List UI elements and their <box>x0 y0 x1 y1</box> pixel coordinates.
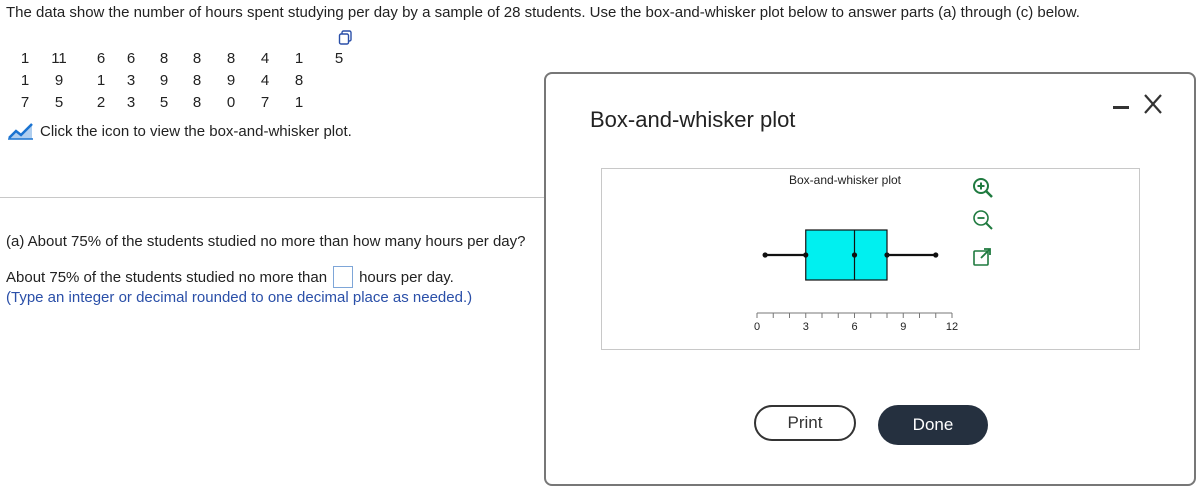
data-cell: 1 <box>20 72 30 89</box>
data-cell: 9 <box>226 72 236 89</box>
data-cell: 5 <box>334 50 344 67</box>
answer-prefix: About 75% of the students studied no more than <box>6 268 328 286</box>
box-plot-chart <box>602 169 1139 349</box>
x-tick-label: 12 <box>945 321 959 333</box>
data-cell: 8 <box>192 94 202 111</box>
data-cell: 1 <box>294 94 304 111</box>
iqr-box <box>806 230 887 280</box>
answer-input[interactable] <box>333 266 353 288</box>
data-cell: 8 <box>294 72 304 89</box>
box-plot-modal <box>544 72 1196 486</box>
print-button[interactable]: Print <box>754 405 856 441</box>
median-point <box>852 252 857 257</box>
x-tick-label: 6 <box>851 321 858 333</box>
answer-suffix: hours per day. <box>359 268 454 286</box>
data-cell: 7 <box>20 94 30 111</box>
data-cell: 9 <box>54 72 64 89</box>
chart-panel <box>601 168 1140 350</box>
zoom-out-icon[interactable] <box>972 209 994 231</box>
data-cell: 8 <box>192 72 202 89</box>
data-cell: 8 <box>159 50 169 67</box>
chart-link-label: Click the icon to view the box-and-whisker plot. <box>40 122 352 140</box>
answer-line <box>6 266 454 288</box>
data-cell: 2 <box>96 94 106 111</box>
expand-icon[interactable] <box>972 247 992 267</box>
q3-point <box>884 252 889 257</box>
done-button[interactable]: Done <box>878 405 988 445</box>
data-cell: 9 <box>159 72 169 89</box>
data-cell: 0 <box>226 94 236 111</box>
copy-icon[interactable] <box>338 30 354 46</box>
data-cell: 8 <box>192 50 202 67</box>
x-tick-label: 3 <box>802 321 809 333</box>
divider <box>0 197 545 198</box>
data-cell: 11 <box>51 50 67 67</box>
max-point <box>933 252 938 257</box>
answer-hint: (Type an integer or decimal rounded to one decimal place as needed.) <box>6 289 473 306</box>
x-tick-label: 0 <box>753 321 761 333</box>
problem-statement: The data show the number of hours spent studying per day by a sample of 28 students. Use the box-and-whisker plot below to answer parts (a) through (c) below. <box>6 4 1080 21</box>
data-cell: 4 <box>260 50 270 67</box>
chart-icon[interactable] <box>8 122 34 140</box>
data-cell: 1 <box>96 72 106 89</box>
data-cell: 5 <box>54 94 64 111</box>
modal-title: Box-and-whisker plot <box>590 107 796 132</box>
chart-title: Box-and-whisker plot <box>788 173 902 187</box>
q1-point <box>803 252 808 257</box>
question-a: (a) About 75% of the students studied no more than how many hours per day? <box>6 233 526 250</box>
x-tick-label: 9 <box>900 321 907 333</box>
data-cell: 7 <box>260 94 270 111</box>
data-cell: 6 <box>96 50 106 67</box>
data-cell: 3 <box>126 94 136 111</box>
data-cell: 8 <box>226 50 236 67</box>
close-icon[interactable] <box>1142 92 1164 116</box>
minimize-icon[interactable] <box>1112 96 1130 118</box>
data-cell: 6 <box>126 50 136 67</box>
min-point <box>763 252 768 257</box>
data-cell: 4 <box>260 72 270 89</box>
data-cell: 1 <box>294 50 304 67</box>
zoom-in-icon[interactable] <box>972 177 994 199</box>
chart-link[interactable] <box>8 122 352 140</box>
data-cell: 5 <box>159 94 169 111</box>
data-cell: 3 <box>126 72 136 89</box>
data-cell: 1 <box>20 50 30 67</box>
